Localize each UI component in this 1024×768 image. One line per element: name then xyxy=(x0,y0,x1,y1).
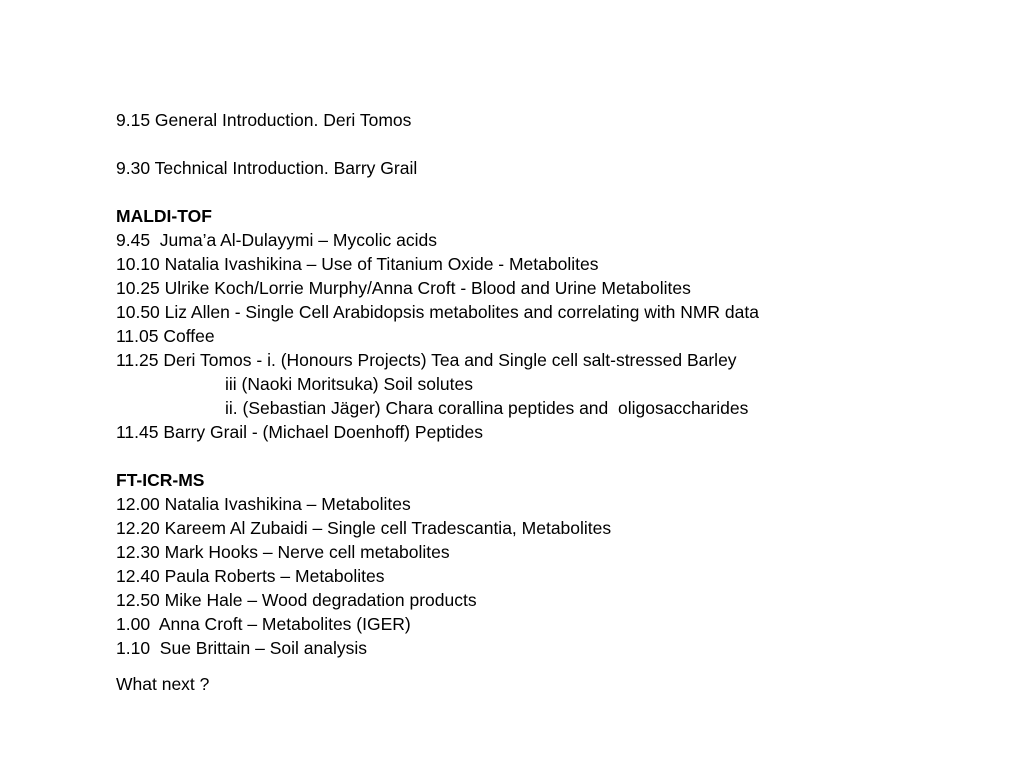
agenda-subitem: ii. (Sebastian Jäger) Chara corallina peptides and oligosaccharides xyxy=(225,398,749,418)
agenda-item: 12.50 Mike Hale – Wood degradation products xyxy=(116,590,477,610)
agenda-item: 11.25 Deri Tomos - i. (Honours Projects) Tea and Single cell salt-stressed Barley xyxy=(116,350,737,370)
spacer xyxy=(116,180,996,204)
spacer xyxy=(116,444,996,468)
agenda-item: 10.10 Natalia Ivashikina – Use of Titanium Oxide - Metabolites xyxy=(116,254,599,274)
agenda-item: 12.30 Mark Hooks – Nerve cell metabolites xyxy=(116,542,450,562)
slide-content xyxy=(116,108,996,696)
agenda-subitem: iii (Naoki Moritsuka) Soil solutes xyxy=(225,374,473,394)
agenda-item: 12.20 Kareem Al Zubaidi – Single cell Tradescantia, Metabolites xyxy=(116,518,612,538)
section-heading-maldi: MALDI-TOF xyxy=(116,206,212,226)
agenda-item: 1.10 Sue Brittain – Soil analysis xyxy=(116,638,367,658)
section-heading-fticr: FT-ICR-MS xyxy=(116,470,205,490)
agenda-item: 9.30 Technical Introduction. Barry Grail xyxy=(116,158,418,178)
agenda-item: 12.40 Paula Roberts – Metabolites xyxy=(116,566,385,586)
agenda-item: 11.05 Coffee xyxy=(116,326,215,346)
agenda-item: 10.50 Liz Allen - Single Cell Arabidopsis metabolites and correlating with NMR data xyxy=(116,302,759,322)
agenda-item: 1.00 Anna Croft – Metabolites (IGER) xyxy=(116,614,411,634)
agenda-item: 11.45 Barry Grail - (Michael Doenhoff) Peptides xyxy=(116,422,484,442)
spacer xyxy=(116,132,996,156)
agenda-item: 9.15 General Introduction. Deri Tomos xyxy=(116,110,412,130)
agenda-item: 10.25 Ulrike Koch/Lorrie Murphy/Anna Croft - Blood and Urine Metabolites xyxy=(116,278,691,298)
agenda-item: 12.00 Natalia Ivashikina – Metabolites xyxy=(116,494,411,514)
agenda-item: 9.45 Juma’a Al-Dulayymi – Mycolic acids xyxy=(116,230,437,250)
closing-text: What next ? xyxy=(116,674,210,694)
